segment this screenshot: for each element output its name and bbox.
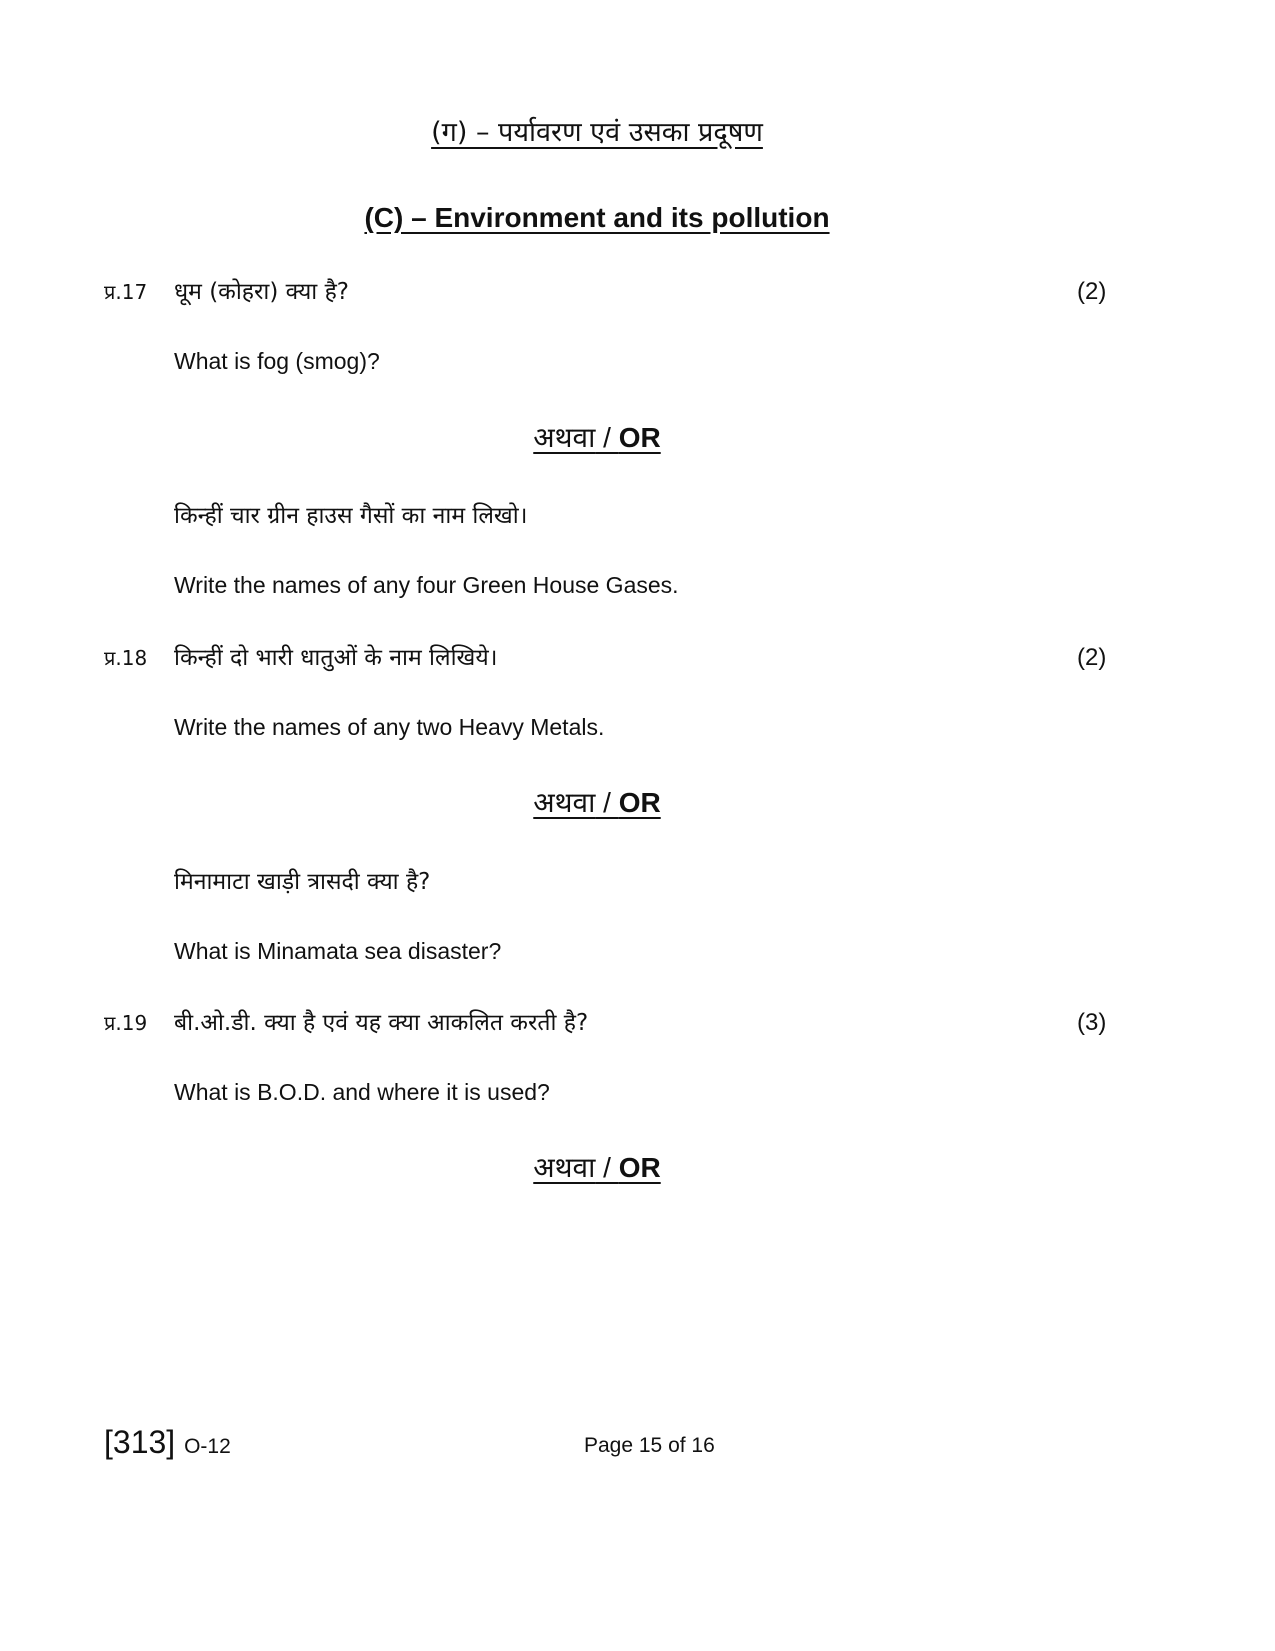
or-separator (0, 418, 1194, 456)
or-slash: / (595, 787, 619, 818)
or-separator (0, 783, 1194, 821)
question-marks: (2) (1077, 278, 1107, 305)
alt-question-text-hindi: किन्हीं चार ग्रीन हाउस गैसों का नाम लिखो। (174, 503, 528, 529)
alt-question-text-english: Write the names of any four Green House Gases. (174, 572, 679, 598)
question-number: प्र.17 (104, 280, 148, 304)
or-english: OR (618, 787, 661, 818)
question-text-hindi: बी.ओ.डी. क्या है एवं यह क्या आकलित करती है? (174, 1010, 589, 1036)
or-separator (0, 1148, 1194, 1186)
paper-subcode: O-12 (184, 1435, 231, 1458)
or-hindi: अथवा (533, 1151, 596, 1184)
question-number: प्र.18 (104, 646, 148, 670)
page-number: Page 15 of 16 (584, 1434, 715, 1457)
or-english: OR (618, 422, 661, 453)
question-marks: (3) (1077, 1009, 1107, 1036)
alt-question-text-hindi: मिनामाटा खाड़ी त्रासदी क्या है? (174, 869, 431, 895)
footer-paper-code (104, 1424, 231, 1461)
question-text-english: Write the names of any two Heavy Metals. (174, 714, 605, 740)
question-text-english: What is fog (smog)? (174, 348, 380, 374)
question-number: प्र.19 (104, 1011, 148, 1035)
alt-question-text-english: What is Minamata sea disaster? (174, 938, 502, 964)
question-text-english: What is B.O.D. and where it is used? (174, 1079, 550, 1105)
or-english: OR (618, 1152, 661, 1183)
or-hindi: अथवा (533, 421, 596, 454)
or-hindi: अथवा (533, 786, 596, 819)
section-title-hindi: (ग) – पर्यावरण एवं उसका प्रदूषण (431, 117, 763, 148)
or-slash: / (595, 422, 619, 453)
question-text-hindi: किन्हीं दो भारी धातुओं के नाम लिखिये। (174, 645, 498, 671)
question-marks: (2) (1077, 644, 1107, 671)
or-slash: / (595, 1152, 619, 1183)
paper-code: [313] (104, 1424, 176, 1460)
section-title-english: (C) – Environment and its pollution (364, 202, 830, 233)
question-text-hindi: धूम (कोहरा) क्या है? (174, 279, 349, 305)
